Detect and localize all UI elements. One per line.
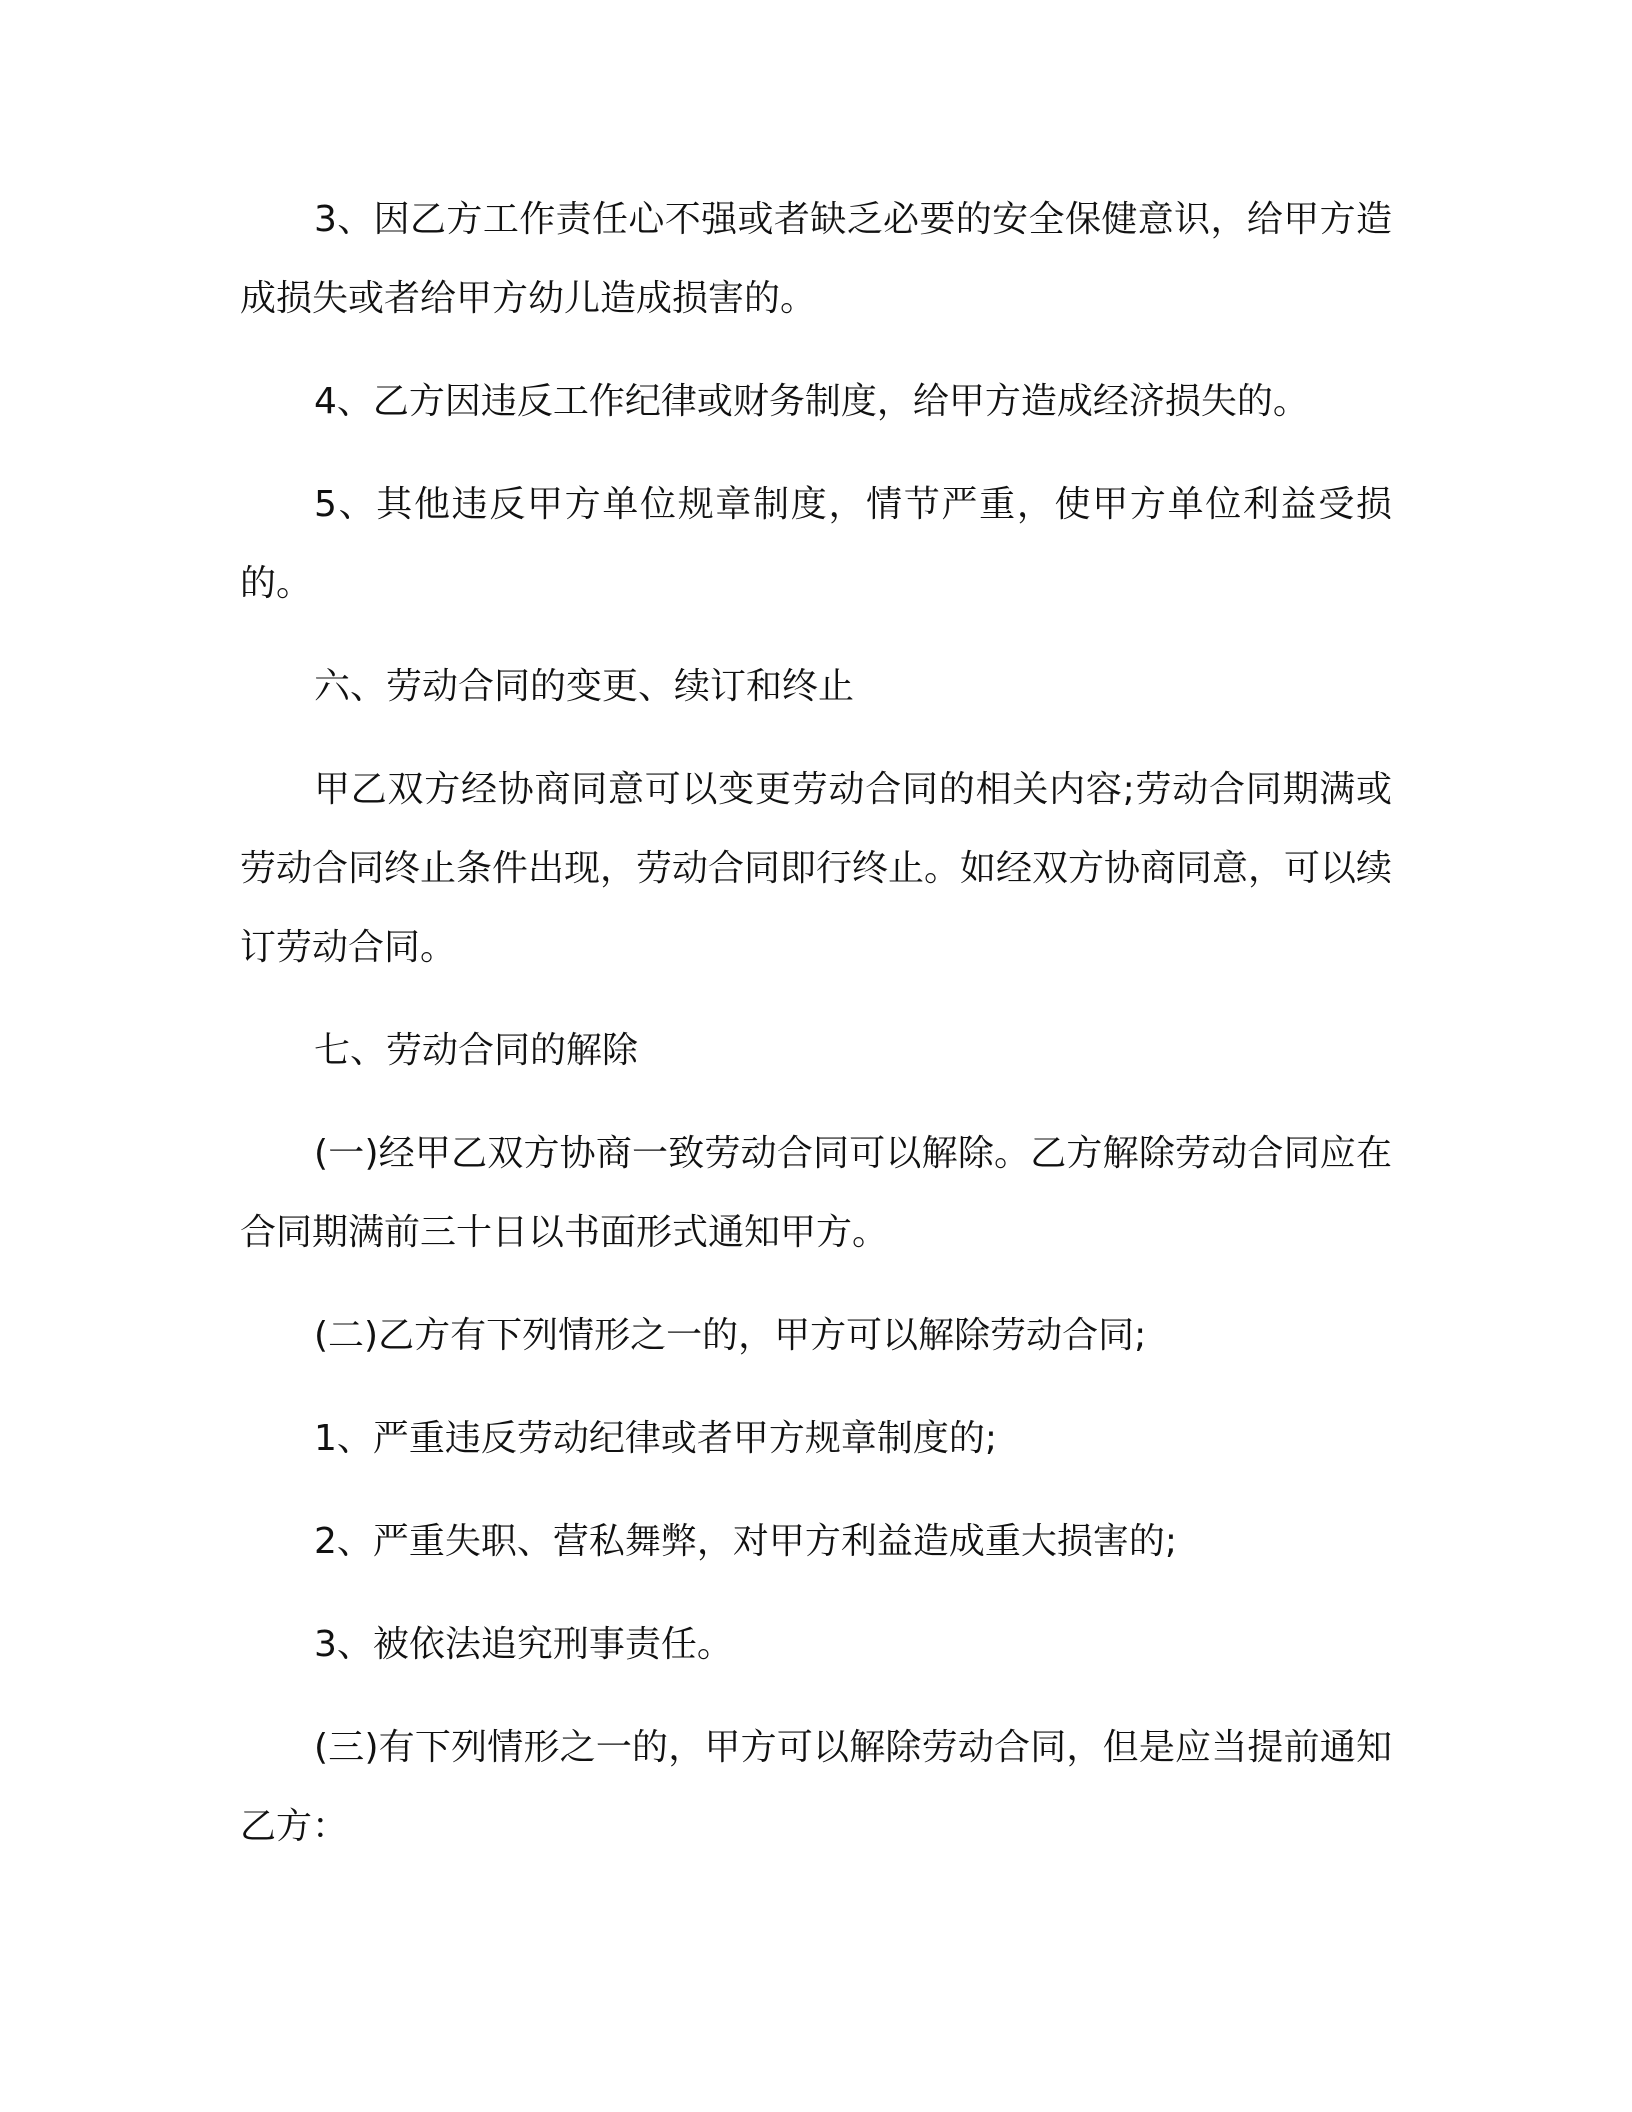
section-7-item-1-paragraph: (一)经甲乙双方协商一致劳动合同可以解除。乙方解除劳动合同应在合同期满前三十日以书面形式通知甲方。: [240, 1133, 1392, 1253]
item-2-sub-1-paragraph: 1、严重违反劳动纪律或者甲方规章制度的;: [314, 1418, 998, 1459]
document-body: [240, 180, 1392, 1890]
clause-3-paragraph: 3、因乙方工作责任心不强或者缺乏必要的安全保健意识，给甲方造成损失或者给甲方幼儿造成损害的。: [240, 199, 1392, 319]
item-2-sub-2-paragraph: 2、严重失职、营私舞弊，对甲方利益造成重大损害的;: [314, 1521, 1178, 1562]
clause-5-paragraph: 5、其他违反甲方单位规章制度，情节严重，使甲方单位利益受损的。: [240, 484, 1392, 604]
section-7-item-2-paragraph: (二)乙方有下列情形之一的，甲方可以解除劳动合同;: [314, 1315, 1147, 1356]
clause-4-paragraph: 4、乙方因违反工作纪律或财务制度，给甲方造成经济损失的。: [314, 381, 1309, 422]
section-6-paragraph: 甲乙双方经协商同意可以变更劳动合同的相关内容;劳动合同期满或劳动合同终止条件出现，劳动合同即行终止。如经双方协商同意，可以续订劳动合同。: [240, 769, 1393, 968]
item-2-sub-3-paragraph: 3、被依法追究刑事责任。: [314, 1624, 733, 1665]
section-7-item-3-paragraph: (三)有下列情形之一的，甲方可以解除劳动合同，但是应当提前通知乙方：: [240, 1727, 1392, 1847]
section-7-heading: 七、劳动合同的解除: [314, 1030, 639, 1071]
section-6-heading: 六、劳动合同的变更、续订和终止: [314, 666, 855, 707]
